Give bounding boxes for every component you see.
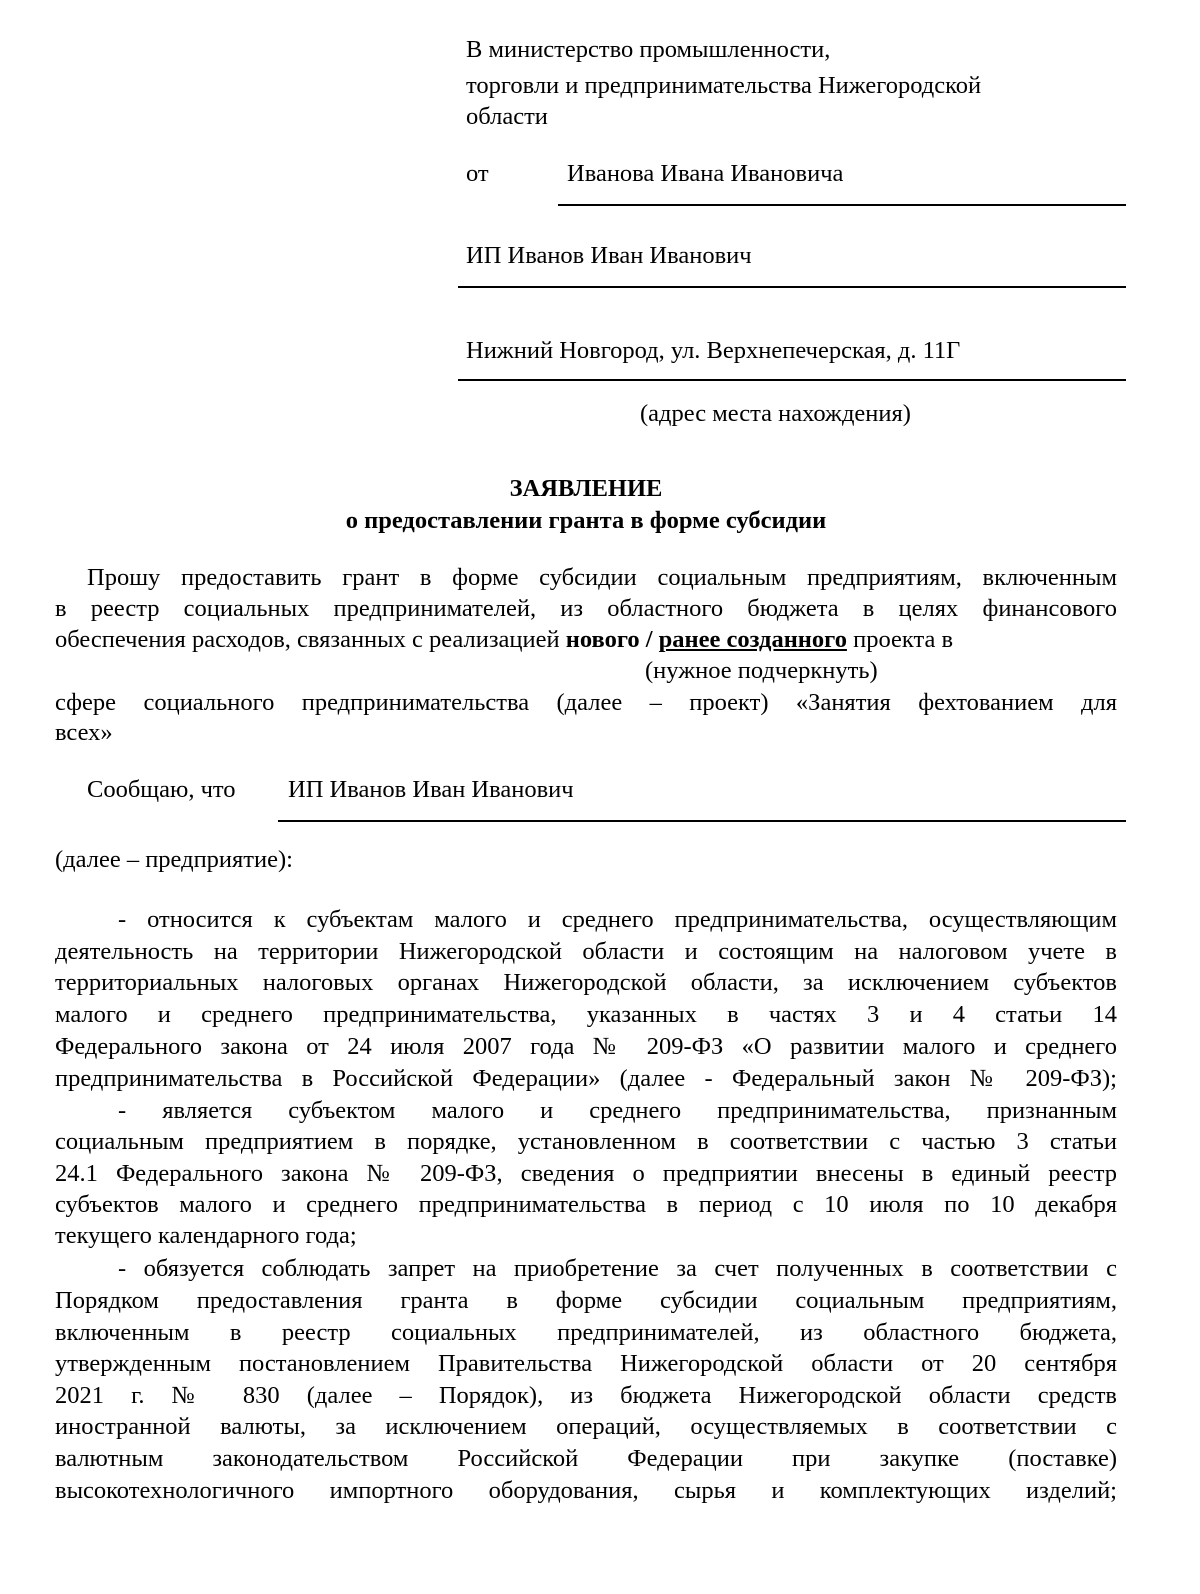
document-title: ЗАЯВЛЕНИЕ [509, 475, 663, 502]
request-line [55, 626, 1117, 654]
item-line: Порядком предоставления гранта в форме субсидии социальным предприятиям, [55, 1287, 1117, 1314]
item-line: социальным предприятием в порядке, установленном в соответствии с частью 3 статьи [55, 1128, 1117, 1155]
address-field[interactable]: Нижний Новгород, ул. Верхнепечерская, д. 11Г [466, 337, 961, 364]
item-line: малого и среднего предпринимательства, указанных в частях 3 и 4 статьи 14 [55, 1001, 1117, 1028]
from-name-field[interactable]: Иванова Ивана Ивановича [567, 160, 844, 187]
address-caption: (адрес места нахождения) [640, 400, 911, 427]
item-line: утвержденным постановлением Правительства Нижегородской области от 20 сентября [55, 1350, 1117, 1377]
item-line: территориальных налоговых органах Нижегородской области, за исключением субъектов [55, 969, 1117, 996]
document-subtitle: о предоставлении гранта в форме субсидии [345, 507, 827, 534]
entity-name-field[interactable]: ИП Иванов Иван Иванович [466, 242, 752, 269]
option-new[interactable]: нового / [565, 626, 653, 653]
item-line: высокотехнологичного импортного оборудования, сырья и комплектующих изделий; [55, 1477, 1117, 1504]
underline-note: (нужное подчеркнуть) [645, 657, 878, 684]
item-line: иностранной валюты, за исключением операций, осуществляемых в соответствии с [55, 1413, 1117, 1440]
request-line: в реестр социальных предпринимателей, из областного бюджета в целях финансового [55, 595, 1117, 622]
item-line: - относится к субъектам малого и среднего предпринимательства, осуществляющим [118, 906, 1117, 933]
entity-name-underline [458, 286, 1126, 288]
item-line: текущего календарного года; [55, 1222, 357, 1249]
item-line: 24.1 Федерального закона № 209-ФЗ, сведения о предприятии внесены в единый реестр [55, 1160, 1117, 1187]
request-line: сфере социального предпринимательства (далее – проект) «Занятия фехтованием для [55, 689, 1117, 716]
enterprise-name-underline [278, 820, 1126, 822]
enterprise-definition: (далее – предприятие): [55, 846, 293, 873]
from-label: от [466, 160, 489, 187]
recipient-line: торговли и предпринимательства Нижегородской [466, 72, 982, 99]
item-line: Федерального закона от 24 июля 2007 года № 209-ФЗ «О развитии малого и среднего [55, 1033, 1117, 1060]
recipient-line: В министерство промышленности, [466, 36, 831, 63]
item-line: субъектов малого и среднего предпринимательства в период с 10 июля по 10 декабря [55, 1191, 1117, 1218]
item-line: - обязуется соблюдать запрет на приобретение за счет полученных в соответствии с [118, 1255, 1117, 1282]
request-text: обеспечения расходов, связанных с реализацией [55, 626, 566, 653]
option-existing[interactable]: ранее созданного [658, 626, 847, 653]
inform-label: Сообщаю, что [87, 776, 236, 803]
request-text: проекта в [846, 626, 954, 653]
item-line: 2021 г. № 830 (далее – Порядок), из бюджета Нижегородской области средств [55, 1382, 1117, 1409]
item-line: валютным законодательством Российской Федерации при закупке (поставке) [55, 1445, 1117, 1472]
from-name-underline [558, 204, 1126, 206]
item-line: - является субъектом малого и среднего предпринимательства, признанным [118, 1097, 1117, 1124]
address-underline [458, 379, 1126, 381]
request-line: Прошу предоставить грант в форме субсидии социальным предприятиям, включенным [87, 564, 1117, 591]
enterprise-name-field[interactable]: ИП Иванов Иван Иванович [288, 776, 574, 803]
item-line: предпринимательства в Российской Федерации» (далее - Федеральный закон № 209-ФЗ); [55, 1065, 1117, 1092]
recipient-line: области [466, 103, 548, 130]
item-line: деятельность на территории Нижегородской области и состоящим на налоговом учете в [55, 938, 1117, 965]
request-line: всех» [55, 719, 113, 746]
item-line: включенным в реестр социальных предпринимателей, из областного бюджета, [55, 1319, 1117, 1346]
